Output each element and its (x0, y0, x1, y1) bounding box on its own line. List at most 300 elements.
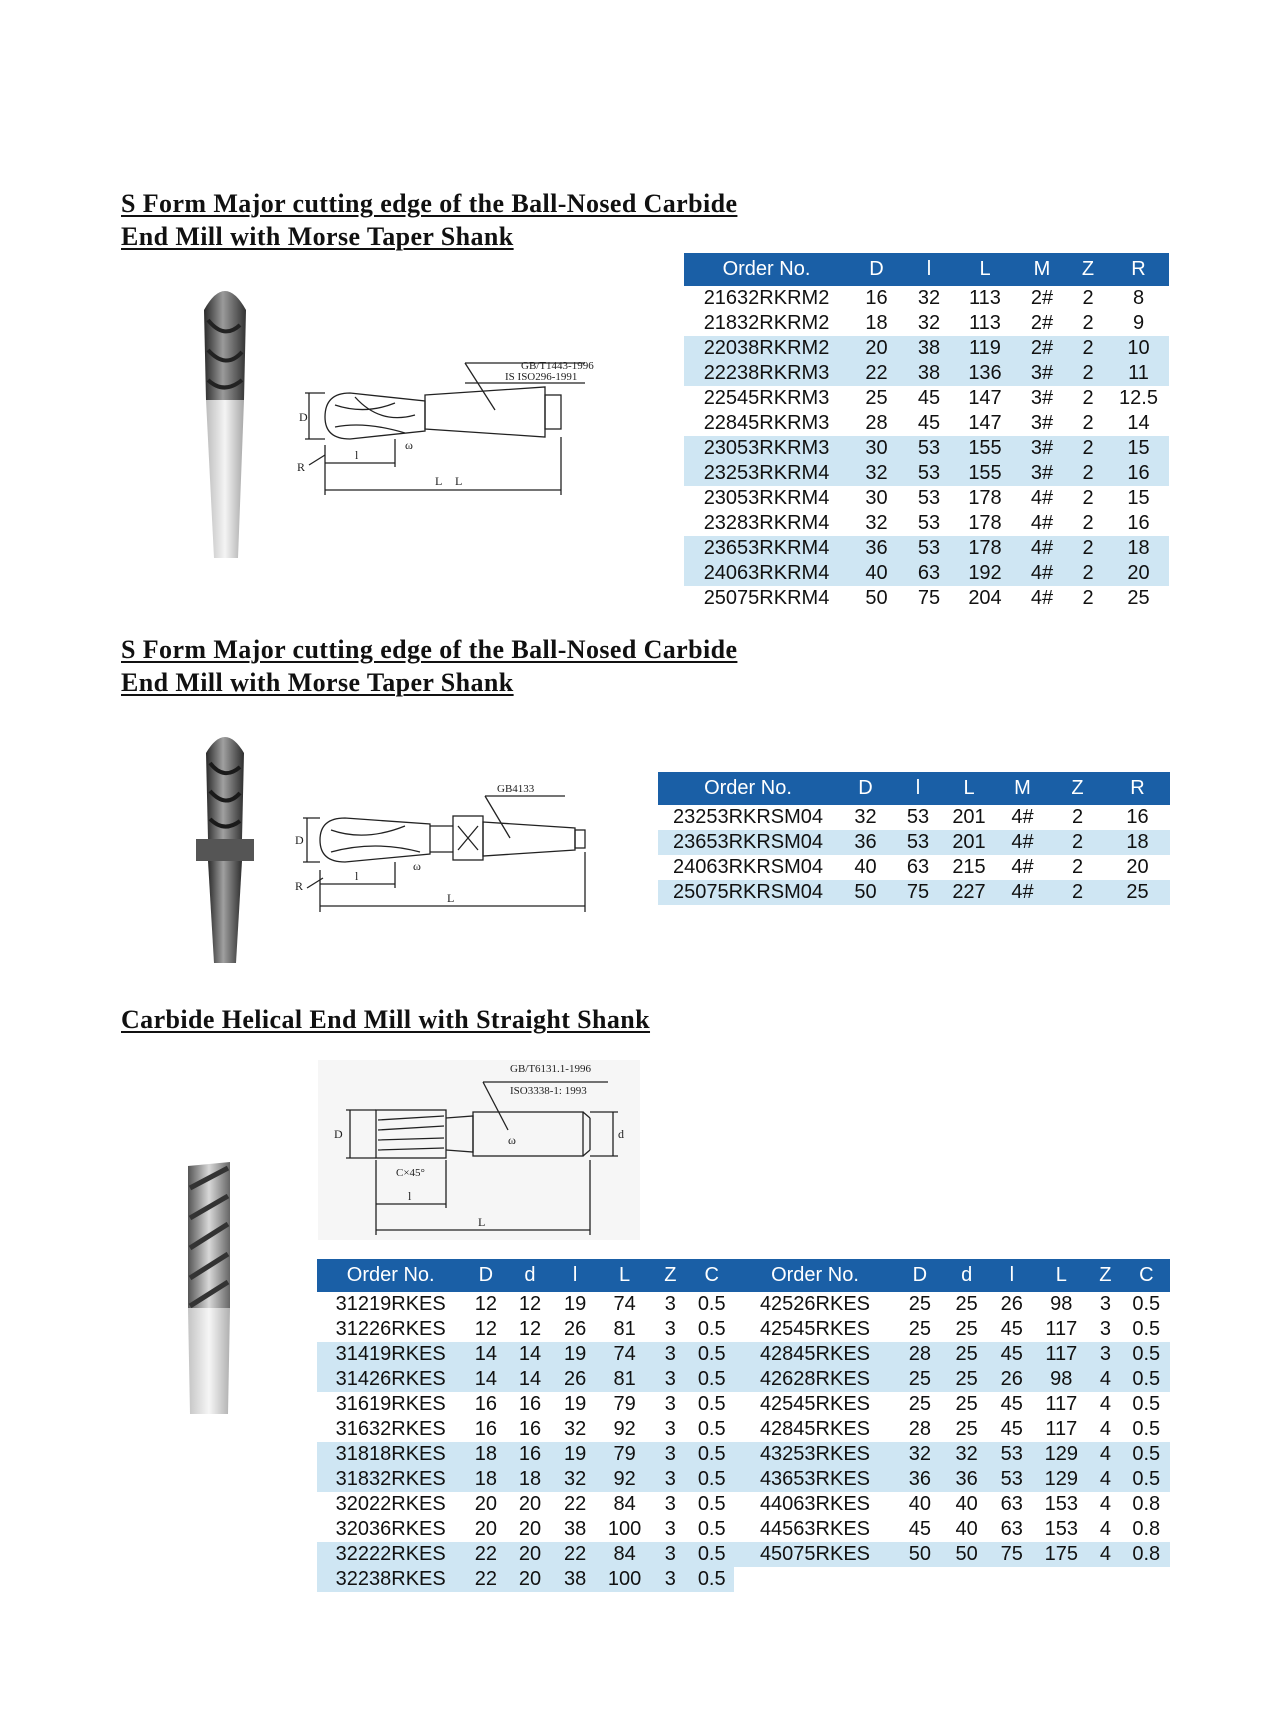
table-cell: 3 (652, 1467, 690, 1492)
table-cell: 98 (1050, 1293, 1073, 1315)
table-cell: 22 (464, 1542, 507, 1567)
table-cell: 178 (968, 512, 1002, 534)
col-Z: Z (1068, 253, 1108, 286)
table-cell: 44563RKES (759, 1518, 871, 1540)
table-cell: 16 (865, 287, 888, 309)
table-cell: 0.8 (1123, 1542, 1170, 1567)
table-cell: 4 (1088, 1442, 1122, 1467)
table-cell: 42545RKES (759, 1393, 871, 1415)
table-cell: 14 (1127, 412, 1150, 434)
table-row (684, 311, 1169, 336)
dim-l-label: l (355, 869, 359, 883)
table-cell: 22845RKRM3 (703, 412, 830, 434)
col-l: l (893, 772, 943, 805)
table-cell: 25 (955, 1393, 978, 1415)
table-row (684, 361, 1169, 386)
col-order-no-right: Order No. (734, 1259, 895, 1292)
table-cell: 25 (1105, 880, 1170, 905)
table-cell: 25 (1127, 587, 1150, 609)
table-cell: 20 (507, 1567, 552, 1592)
table-cell (896, 1567, 944, 1592)
table-cell: 201 (943, 830, 995, 855)
table-cell: 30 (849, 436, 904, 461)
standard-iso-label: ISO3338-1: 1993 (510, 1085, 587, 1097)
col-D: D (838, 772, 893, 805)
table-cell: 92 (613, 1418, 636, 1440)
table-cell: 113 (969, 287, 1001, 309)
col-M: M (1016, 253, 1068, 286)
table-cell: 45 (1000, 1318, 1023, 1340)
table-cell: 25 (896, 1367, 944, 1392)
table-cell: 3 (1099, 1293, 1111, 1315)
section-1-spec-table (684, 253, 1169, 611)
table-cell: 0.5 (1123, 1467, 1170, 1492)
table-cell: 14 (507, 1342, 552, 1367)
table-cell (1123, 1567, 1170, 1592)
col-l-left: l (553, 1259, 598, 1292)
table-cell: 21632RKRM2 (703, 287, 830, 309)
table-cell: 155 (954, 461, 1016, 486)
table-cell: 42545RKES (759, 1318, 871, 1340)
table-cell: 25 (908, 1393, 931, 1415)
table-cell: 22038RKRM2 (684, 336, 849, 361)
table-cell: 119 (954, 336, 1016, 361)
table-cell: 4 (1099, 1418, 1111, 1440)
table-cell: 16 (507, 1442, 552, 1467)
table-cell: 45 (908, 1518, 931, 1540)
table-row (658, 855, 1170, 880)
table-cell: 50 (944, 1542, 989, 1567)
table-cell: 3 (652, 1367, 690, 1392)
table-cell: 45 (917, 412, 941, 434)
table-cell: 32 (564, 1418, 587, 1440)
section-3-technical-drawing (318, 1060, 640, 1240)
col-l-right: l (989, 1259, 1034, 1292)
table-cell: 25 (908, 1293, 931, 1315)
table-cell: 31426RKES (317, 1367, 464, 1392)
table-cell: 38 (564, 1518, 587, 1540)
table-cell: 18 (464, 1467, 507, 1492)
table-cell: 75 (917, 587, 941, 609)
col-M: M (995, 772, 1050, 805)
table-cell: 178 (968, 487, 1002, 509)
table-cell: 227 (943, 880, 995, 905)
table-cell: 16 (1126, 806, 1149, 828)
table-cell: 0.5 (689, 1442, 734, 1467)
table-cell: 36 (849, 536, 904, 561)
table-cell: 19 (564, 1393, 587, 1415)
table-cell: 53 (989, 1467, 1034, 1492)
table-row (317, 1542, 1170, 1567)
table-cell: 0.5 (1132, 1393, 1161, 1415)
dim-D-label: D (295, 833, 304, 847)
col-D-left: D (464, 1259, 507, 1292)
table-cell: 32036RKES (335, 1518, 446, 1540)
table-row (658, 880, 1170, 905)
table-row (658, 805, 1170, 830)
section-2-title-line-1: S Form Major cutting edge of the Ball-Nosed Carbide (121, 635, 738, 664)
table-cell: 14 (464, 1367, 507, 1392)
table-cell: 2 (1050, 880, 1105, 905)
table-header-row (658, 772, 1170, 805)
table-cell: 16 (518, 1418, 542, 1440)
table-cell: 0.5 (1123, 1367, 1170, 1392)
col-order-no: Order No. (658, 772, 838, 805)
table-row (684, 286, 1169, 311)
table-cell: 92 (598, 1467, 652, 1492)
table-cell: 38 (553, 1567, 598, 1592)
table-cell: 4# (1030, 587, 1054, 609)
table-cell: 2 (1068, 561, 1108, 586)
table-cell: 42845RKES (734, 1342, 895, 1367)
standard-gb-label: GB/T1443-1996 (521, 360, 594, 372)
dim-L-label: L (478, 1215, 486, 1229)
table-cell: 25075RKRSM04 (658, 880, 838, 905)
table-cell: 30 (865, 487, 888, 509)
table-cell: 50 (896, 1542, 944, 1567)
table-row (684, 511, 1169, 536)
table-cell: 40 (849, 561, 904, 586)
table-row (317, 1417, 1170, 1442)
table-cell: 26 (989, 1367, 1034, 1392)
table-cell: 63 (1000, 1518, 1023, 1540)
table-cell: 4# (1011, 856, 1034, 878)
table-cell: 31226RKES (335, 1318, 446, 1340)
table-cell: 32 (944, 1442, 989, 1467)
table-cell: 2 (1071, 856, 1084, 878)
table-cell: 42845RKES (759, 1418, 871, 1440)
table-cell: 3 (652, 1542, 690, 1567)
table-cell: 36 (944, 1467, 989, 1492)
table-cell: 20 (1108, 561, 1169, 586)
table-cell: 2 (1082, 312, 1094, 334)
table-row (317, 1367, 1170, 1392)
standard-iso-label: IS ISO296-1991 (505, 371, 578, 383)
table-cell: 18 (1105, 830, 1170, 855)
table-cell: 201 (952, 806, 986, 828)
table-cell: 38 (904, 336, 954, 361)
table-cell: 0.5 (1132, 1418, 1161, 1440)
table-cell: 2 (1082, 587, 1094, 609)
table-row (684, 436, 1169, 461)
table-cell: 0.8 (1132, 1493, 1161, 1515)
table-row (317, 1342, 1170, 1367)
col-order-no: Order No. (684, 253, 849, 286)
table-cell: 4 (1088, 1542, 1122, 1567)
table-cell: 129 (1034, 1467, 1088, 1492)
table-cell: 2 (1050, 830, 1105, 855)
table-cell: 53 (917, 487, 941, 509)
table-cell: 3# (1016, 361, 1068, 386)
table-cell: 40 (908, 1493, 931, 1515)
table-cell: 36 (838, 830, 893, 855)
table-cell: 2 (1068, 336, 1108, 361)
table-cell: 22238RKRM3 (684, 361, 849, 386)
table-cell: 0.5 (697, 1318, 726, 1340)
table-cell: 28 (865, 412, 888, 434)
table-cell: 3 (652, 1442, 690, 1467)
table-cell: 204 (968, 587, 1002, 609)
table-cell: 53 (893, 830, 943, 855)
table-cell: 18 (507, 1467, 552, 1492)
table-cell: 2 (1068, 461, 1108, 486)
table-cell: 3# (1016, 436, 1068, 461)
col-D: D (849, 253, 904, 286)
dim-d-label: d (618, 1127, 624, 1141)
table-cell: 19 (564, 1293, 587, 1315)
table-cell: 22545RKRM3 (703, 387, 830, 409)
table-cell: 24063RKRSM04 (672, 856, 824, 878)
table-cell: 32238RKES (317, 1567, 464, 1592)
table-cell: 16 (474, 1393, 497, 1415)
table-cell: 0.5 (697, 1518, 726, 1540)
table-cell: 43253RKES (734, 1442, 895, 1467)
table-cell: 63 (906, 856, 930, 878)
table-cell: 4# (1016, 536, 1068, 561)
table-cell: 28 (896, 1342, 944, 1367)
table-cell: 31219RKES (335, 1293, 446, 1315)
section-1-technical-drawing (295, 355, 615, 500)
table-cell: 26 (564, 1318, 587, 1340)
table-cell: 32 (917, 312, 941, 334)
table-cell: 20 (518, 1493, 542, 1515)
table-cell: 40 (955, 1518, 978, 1540)
table-cell: 0.5 (697, 1418, 726, 1440)
table-cell: 129 (1034, 1442, 1088, 1467)
table-row (317, 1467, 1170, 1492)
dim-chamfer-label: C×45° (396, 1167, 425, 1179)
table-cell: 45 (989, 1342, 1034, 1367)
table-cell: 4# (1030, 487, 1054, 509)
table-cell: 75 (989, 1542, 1034, 1567)
table-cell: 3 (664, 1493, 676, 1515)
table-cell: 0.5 (1123, 1442, 1170, 1467)
table-cell: 16 (518, 1393, 542, 1415)
col-order-no-left: Order No. (317, 1259, 464, 1292)
standard-gb-label: GB4133 (497, 783, 535, 795)
table-cell: 18 (464, 1442, 507, 1467)
col-C-left: C (689, 1259, 734, 1292)
table-cell: 23653RKRSM04 (658, 830, 838, 855)
table-cell: 147 (968, 412, 1002, 434)
section-1-title-line-1: S Form Major cutting edge of the Ball-Nosed Carbide (121, 189, 738, 218)
table-cell: 25 (944, 1342, 989, 1367)
table-row (684, 586, 1169, 611)
table-row (684, 461, 1169, 486)
table-cell: 0.8 (1132, 1518, 1161, 1540)
table-cell: 53 (906, 806, 930, 828)
table-cell: 43653RKES (734, 1467, 895, 1492)
table-cell: 19 (553, 1442, 598, 1467)
table-cell: 45075RKES (734, 1542, 895, 1567)
table-row (684, 536, 1169, 561)
table-cell: 98 (1034, 1367, 1088, 1392)
table-cell: 75 (893, 880, 943, 905)
table-cell: 16 (1108, 461, 1169, 486)
col-Z-right: Z (1088, 1259, 1122, 1292)
table-cell: 4 (1088, 1367, 1122, 1392)
table-cell: 25 (955, 1293, 978, 1315)
dim-l-label: l (355, 448, 359, 462)
table-cell: 2 (1082, 487, 1094, 509)
table-cell: 2 (1068, 536, 1108, 561)
table-cell: 0.5 (697, 1493, 726, 1515)
dim-D-label: D (299, 410, 308, 424)
table-cell: 81 (598, 1367, 652, 1392)
table-cell: 44063RKES (759, 1493, 871, 1515)
helical-end-mill-photo (178, 1158, 240, 1418)
table-cell: 2 (1082, 412, 1094, 434)
table-cell: 42526RKES (759, 1293, 871, 1315)
table-cell: 40 (955, 1493, 978, 1515)
table-cell: 0.5 (697, 1393, 726, 1415)
table-cell: 74 (613, 1293, 636, 1315)
table-cell: 12.5 (1119, 387, 1158, 409)
table-cell: 31619RKES (335, 1393, 446, 1415)
table-cell: 31832RKES (317, 1467, 464, 1492)
table-cell: 0.5 (697, 1293, 726, 1315)
dim-L-label: L (447, 891, 455, 905)
table-cell: 0.5 (689, 1542, 734, 1567)
col-d-right: d (944, 1259, 989, 1292)
table-cell: 14 (507, 1367, 552, 1392)
col-R: R (1105, 772, 1170, 805)
table-cell: 11 (1108, 361, 1169, 386)
table-cell: 32 (553, 1467, 598, 1492)
col-L-left: L (598, 1259, 652, 1292)
table-cell: 14 (464, 1342, 507, 1367)
table-cell: 31818RKES (317, 1442, 464, 1467)
dim-L2-label: L (455, 474, 463, 488)
table-header-row (317, 1259, 1170, 1292)
dim-omega-label: ω (413, 859, 421, 873)
table-cell: 26 (1000, 1293, 1023, 1315)
table-cell: 8 (1132, 287, 1145, 309)
table-cell: 4 (1088, 1467, 1122, 1492)
table-cell: 3 (1099, 1318, 1111, 1340)
col-R: R (1108, 253, 1169, 286)
table-row (317, 1492, 1170, 1517)
table-cell: 25075RKRM4 (703, 587, 830, 609)
table-cell (989, 1567, 1034, 1592)
table-cell: 3# (1016, 461, 1068, 486)
table-cell: 215 (952, 856, 986, 878)
table-cell: 0.5 (689, 1342, 734, 1367)
table-cell: 22 (553, 1542, 598, 1567)
table-cell: 32 (854, 806, 877, 828)
table-row (317, 1517, 1170, 1542)
table-cell: 81 (613, 1318, 636, 1340)
table-cell: 31632RKES (335, 1418, 446, 1440)
table-cell: 100 (598, 1567, 652, 1592)
table-cell: 2 (1082, 512, 1094, 534)
table-cell: 22 (849, 361, 904, 386)
dim-L-label: L (435, 474, 443, 488)
table-cell: 18 (865, 312, 888, 334)
table-cell: 28 (908, 1418, 931, 1440)
table-cell: 20 (518, 1518, 542, 1540)
table-cell: 32 (849, 461, 904, 486)
table-cell: 0.5 (689, 1467, 734, 1492)
table-row (684, 336, 1169, 361)
section-2-spec-table (658, 772, 1170, 905)
table-cell: 79 (613, 1393, 636, 1415)
table-row (317, 1292, 1170, 1317)
section-2-technical-drawing (295, 780, 615, 915)
table-cell: 16 (1127, 512, 1150, 534)
table-row (684, 386, 1169, 411)
table-row (658, 830, 1170, 855)
table-cell: 3 (664, 1518, 676, 1540)
table-row (317, 1442, 1170, 1467)
section-3-spec-table (317, 1259, 1170, 1592)
table-cell: 50 (865, 587, 888, 609)
table-cell: 25 (865, 387, 888, 409)
ball-nose-end-mill-morse-photo (190, 280, 260, 560)
table-cell: 20 (849, 336, 904, 361)
table-cell: 53 (904, 436, 954, 461)
table-cell: 63 (1000, 1493, 1023, 1515)
table-cell: 2 (1082, 287, 1094, 309)
col-d-left: d (507, 1259, 552, 1292)
col-D-right: D (896, 1259, 944, 1292)
table-cell: 38 (904, 361, 954, 386)
table-row (684, 561, 1169, 586)
table-cell: 117 (1034, 1342, 1088, 1367)
table-cell (1088, 1567, 1122, 1592)
table-cell: 31419RKES (317, 1342, 464, 1367)
table-row (317, 1392, 1170, 1417)
table-row (317, 1317, 1170, 1342)
table-cell: 25 (908, 1318, 931, 1340)
table-cell: 4# (995, 880, 1050, 905)
table-cell: 50 (838, 880, 893, 905)
table-cell: 84 (613, 1493, 636, 1515)
dim-omega-label: ω (508, 1133, 516, 1147)
table-header-row (684, 253, 1169, 286)
table-cell: 0.5 (689, 1567, 734, 1592)
table-cell: 147 (968, 387, 1002, 409)
table-cell: 4 (1099, 1393, 1111, 1415)
table-cell: 22 (564, 1493, 587, 1515)
table-cell: 40 (854, 856, 877, 878)
section-2-title (121, 633, 737, 699)
table-cell: 12 (474, 1318, 497, 1340)
table-cell: 0.5 (1132, 1318, 1161, 1340)
table-cell: 113 (969, 312, 1001, 334)
table-cell: 0.5 (689, 1367, 734, 1392)
table-cell: 15 (1127, 487, 1150, 509)
table-cell: 3 (664, 1293, 676, 1315)
table-cell: 3# (1030, 412, 1054, 434)
section-2-table-body (658, 805, 1170, 905)
table-cell: 19 (553, 1342, 598, 1367)
table-cell: 4# (1016, 561, 1068, 586)
table-row (684, 486, 1169, 511)
table-cell: 23253RKRM4 (684, 461, 849, 486)
table-cell: 2 (1082, 387, 1094, 409)
table-cell: 24063RKRM4 (684, 561, 849, 586)
table-cell: 20 (1126, 856, 1149, 878)
table-cell: 3 (652, 1342, 690, 1367)
table-cell: 53 (904, 461, 954, 486)
table-cell: 18 (1108, 536, 1169, 561)
table-cell: 3 (664, 1318, 676, 1340)
table-cell: 15 (1108, 436, 1169, 461)
table-cell: 153 (1044, 1518, 1078, 1540)
section-1-table-body (684, 286, 1169, 611)
table-cell: 21832RKRM2 (703, 312, 830, 334)
